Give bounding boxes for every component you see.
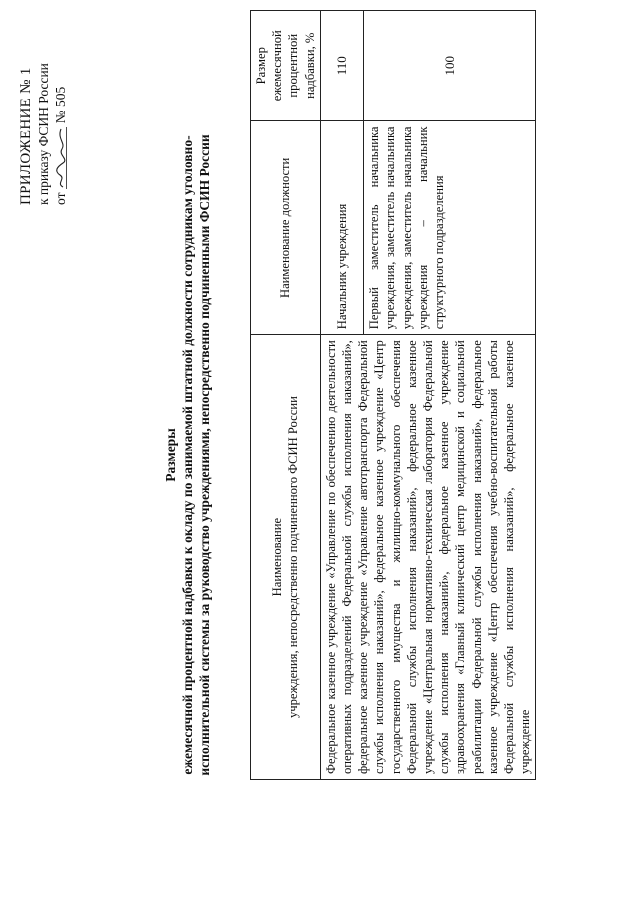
- header-percent: Размер ежемесячной процентной надбавки, %: [251, 11, 321, 122]
- table-header-row: [251, 11, 321, 780]
- appendix-block: [18, 25, 70, 205]
- header-position: Наименование должности: [251, 121, 321, 335]
- percent-cell: 100: [364, 11, 536, 122]
- allowance-table: [250, 10, 536, 780]
- title-line-2: ежемесячной процентной надбавки к окладу по занимаемой штатной должности сотрудникам уголовно-: [180, 135, 195, 775]
- header-institution: [251, 335, 321, 780]
- percent-cell: 110: [320, 11, 363, 122]
- table-row: [320, 11, 363, 780]
- handwritten-date: [54, 123, 68, 189]
- appendix-date-line: [52, 25, 70, 205]
- header-institution-line1: Наименование: [270, 517, 285, 597]
- appendix-heading: ПРИЛОЖЕНИЕ № 1: [18, 67, 34, 205]
- appendix-order-ref: к приказу ФСИН России: [36, 63, 51, 205]
- title-line-3: исполнительной системы за руководство учреждениями, непосредственно подчиненными ФСИН России: [197, 134, 212, 776]
- title-line-1: Размеры: [163, 428, 178, 482]
- position-cell: Начальник учреждения: [320, 121, 363, 335]
- appendix-number: № 505: [53, 86, 68, 124]
- appendix-date-prefix: от: [53, 192, 68, 205]
- document-title: [162, 45, 213, 865]
- position-cell: Первый заместитель начальника учреждения, заместитель начальника учреждения, заместитель начальника учреждения – начальник структурного подразделения: [364, 121, 536, 335]
- header-institution-line2: учреждения, непосредственно подчиненного ФСИН России: [286, 396, 301, 719]
- institutions-cell: Федеральное казенное учреждение «Управление по обеспечению деятельности оперативных подразделений Федеральной службы исполнения наказаний», федеральное казенное учреждение «Управление автотранспорта Федеральной службы исполнения наказаний», федеральное казенное учреждение «Центр государственного имущества и жилищно-коммунального обеспечения Федеральной службы исполнения наказаний», федеральное казенное учреждение «Центральная нормативно-техническая лаборатория Федеральной службы исполнения наказаний», федеральное казенное учреждение здравоохранения «Главный клинический центр медицинской и социальной реабилитации Федеральной службы исполнения наказаний», федеральное казенное учреждение «Центр обеспечения учебно-воспитательной работы Федеральной службы исполнения наказаний», федеральное казенное учреждение: [320, 335, 536, 780]
